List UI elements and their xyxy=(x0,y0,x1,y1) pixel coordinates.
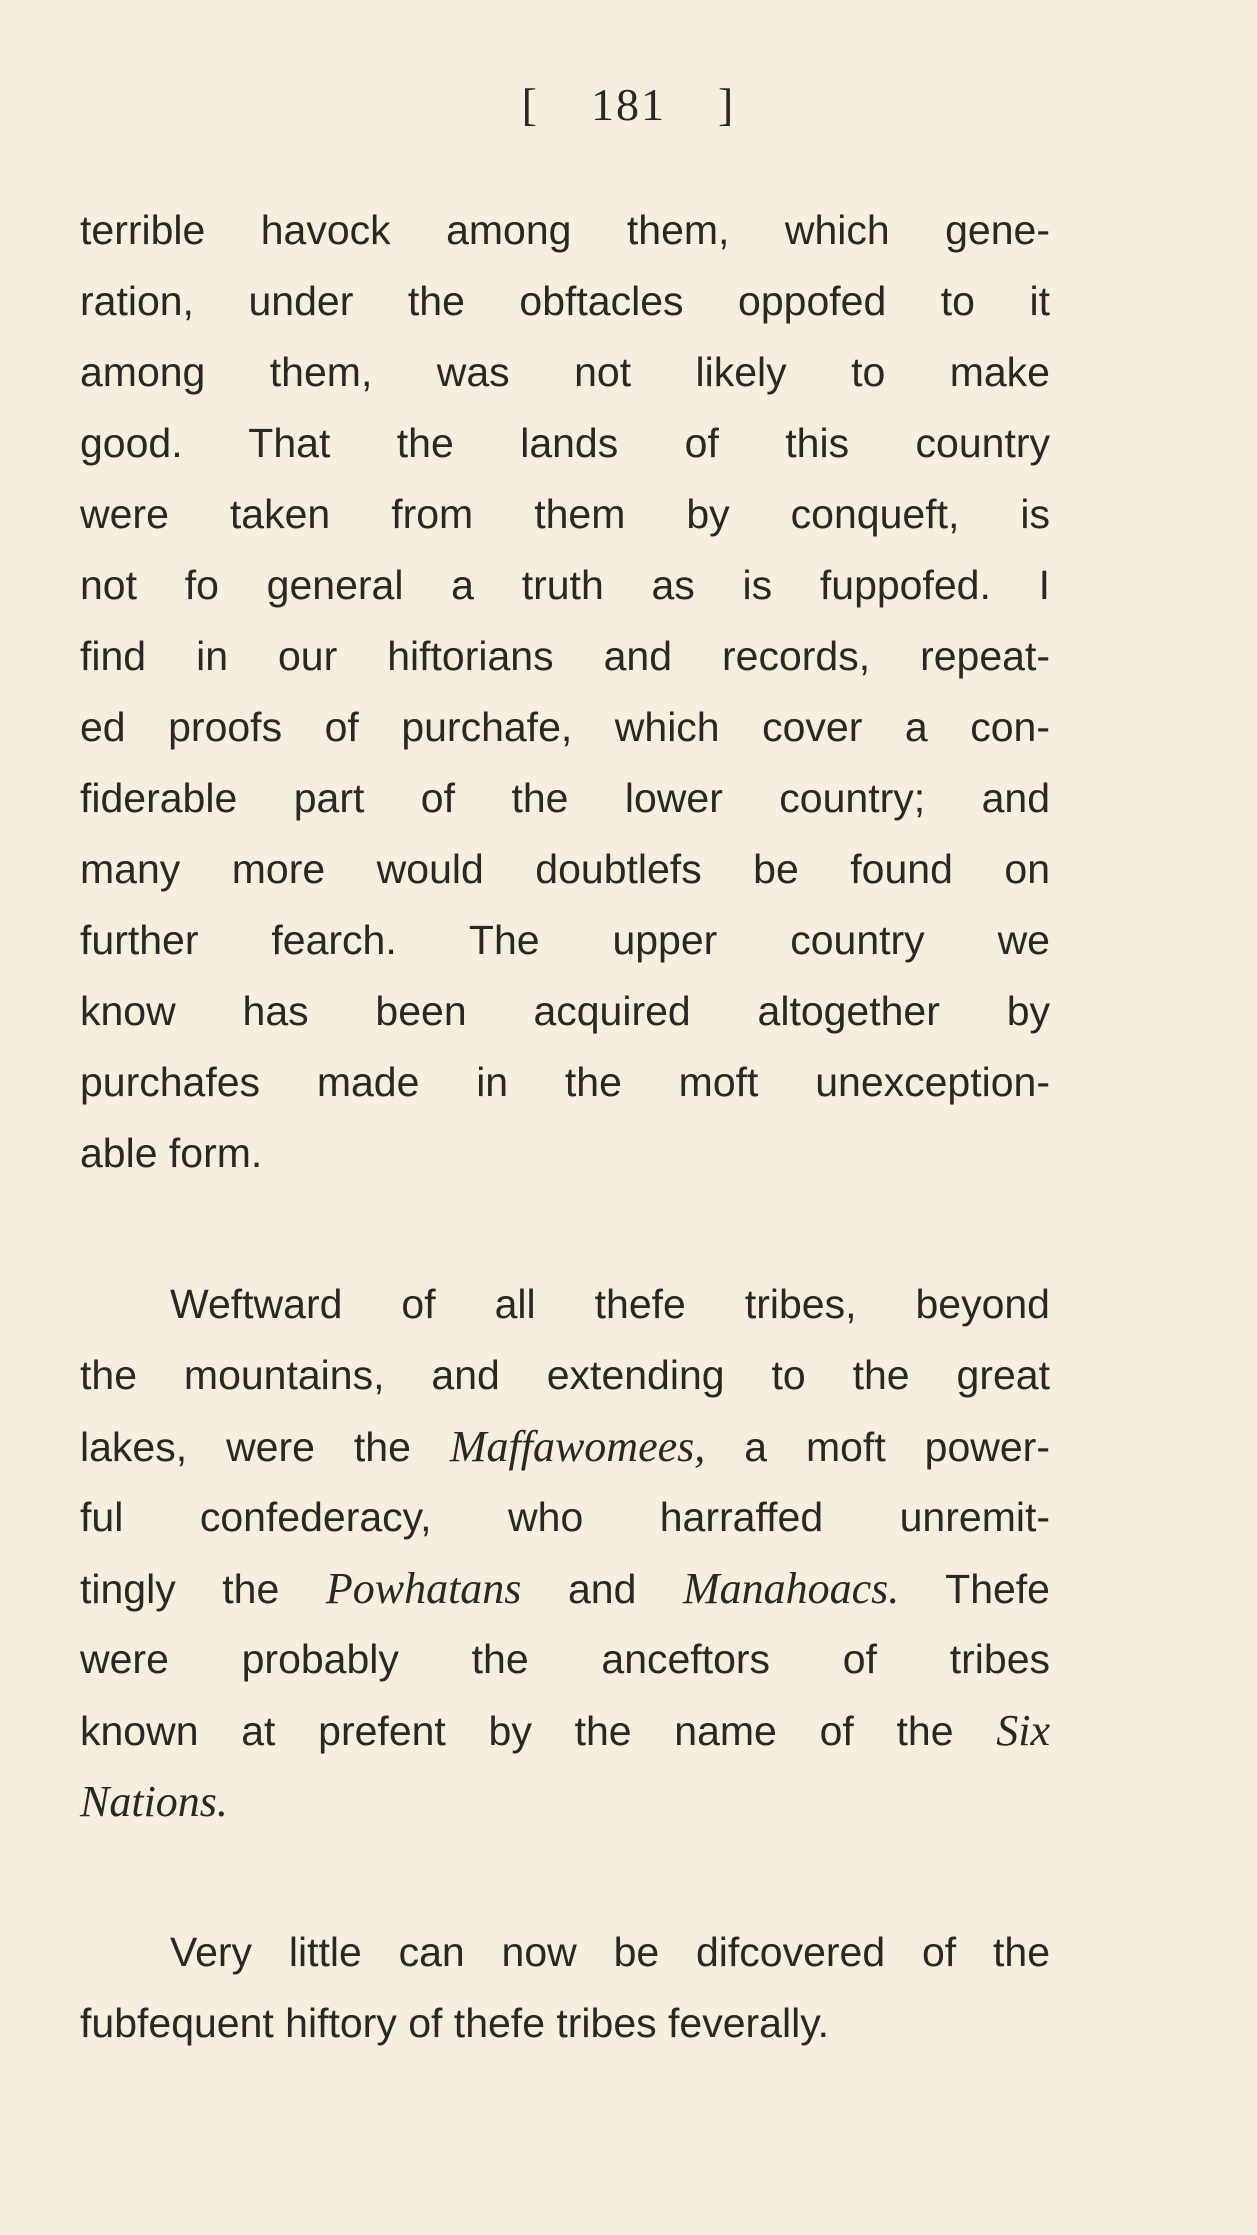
text-line xyxy=(80,621,1050,692)
body-text xyxy=(80,195,1050,2059)
text-segment: lakes, were the xyxy=(80,1424,450,1470)
italic-text: Nations. xyxy=(80,1777,228,1826)
text-segment: purchafes made in the moft unexception- xyxy=(80,1059,1050,1105)
text-segment: able form. xyxy=(80,1130,263,1176)
italic-text: Six xyxy=(996,1706,1050,1755)
italic-text: Maffawomees, xyxy=(449,1422,706,1471)
text-line xyxy=(80,905,1050,976)
page-number-close-bracket: ] xyxy=(718,79,736,130)
italic-text: Powhatans xyxy=(325,1564,522,1613)
text-line xyxy=(80,479,1050,550)
text-line xyxy=(80,1118,1050,1189)
italic-text: Manahoacs. xyxy=(683,1564,900,1613)
text-line xyxy=(80,550,1050,621)
paragraph xyxy=(80,1269,1050,1837)
text-line xyxy=(80,408,1050,479)
text-line xyxy=(80,1988,1050,2059)
text-segment: known at prefent by the name of the xyxy=(80,1708,997,1754)
text-line xyxy=(80,1482,1050,1553)
text-segment: good. That the lands of this country xyxy=(80,420,1050,466)
text-segment: were taken from them by conqueft, is xyxy=(80,491,1050,537)
text-segment: know has been acquired altogether by xyxy=(80,988,1050,1034)
text-line xyxy=(80,1553,1050,1624)
text-line xyxy=(80,692,1050,763)
paragraph xyxy=(80,195,1050,1189)
text-line xyxy=(80,834,1050,905)
text-line xyxy=(80,1624,1050,1695)
text-segment: fiderable part of the lower country; and xyxy=(80,775,1050,821)
text-segment: Weftward of all thefe tribes, beyond xyxy=(170,1281,1050,1327)
page-number-value: 181 xyxy=(591,79,666,130)
text-segment: fubfequent hiftory of thefe tribes feverally. xyxy=(80,2000,830,2046)
page-number xyxy=(0,78,1257,131)
text-segment: among them, was not likely to make xyxy=(80,349,1050,395)
text-segment: many more would doubtlefs be found on xyxy=(80,846,1050,892)
text-segment: and xyxy=(521,1566,683,1612)
text-segment: not fo general a truth as is fuppofed. I xyxy=(80,562,1050,608)
text-segment: find in our hiftorians and records, repeat- xyxy=(80,633,1050,679)
text-line xyxy=(80,266,1050,337)
text-line xyxy=(80,1917,1050,1988)
text-line xyxy=(80,337,1050,408)
text-segment: ration, under the obftacles oppofed to it xyxy=(80,278,1050,324)
text-line xyxy=(80,763,1050,834)
text-line xyxy=(80,1047,1050,1118)
text-line xyxy=(80,195,1050,266)
text-line xyxy=(80,1340,1050,1411)
text-segment: ful confederacy, who harraffed unremit- xyxy=(80,1494,1050,1540)
text-line xyxy=(80,976,1050,1047)
text-segment: a moft power- xyxy=(705,1424,1050,1470)
text-segment: further fearch. The upper country we xyxy=(80,917,1050,963)
text-segment: Thefe xyxy=(899,1566,1050,1612)
text-line xyxy=(80,1269,1050,1340)
text-segment: ed proofs of purchafe, which cover a con- xyxy=(80,704,1050,750)
text-segment: Very little can now be difcovered of the xyxy=(170,1929,1050,1975)
text-line xyxy=(80,1411,1050,1482)
text-segment: were probably the anceftors of tribes xyxy=(80,1636,1050,1682)
text-line xyxy=(80,1766,1050,1837)
text-segment: the mountains, and extending to the great xyxy=(80,1352,1050,1398)
text-line xyxy=(80,1695,1050,1766)
text-segment: tingly the xyxy=(80,1566,326,1612)
text-segment: terrible havock among them, which gene- xyxy=(80,207,1050,253)
paragraph xyxy=(80,1917,1050,2059)
page-number-open-bracket: [ xyxy=(521,79,539,130)
